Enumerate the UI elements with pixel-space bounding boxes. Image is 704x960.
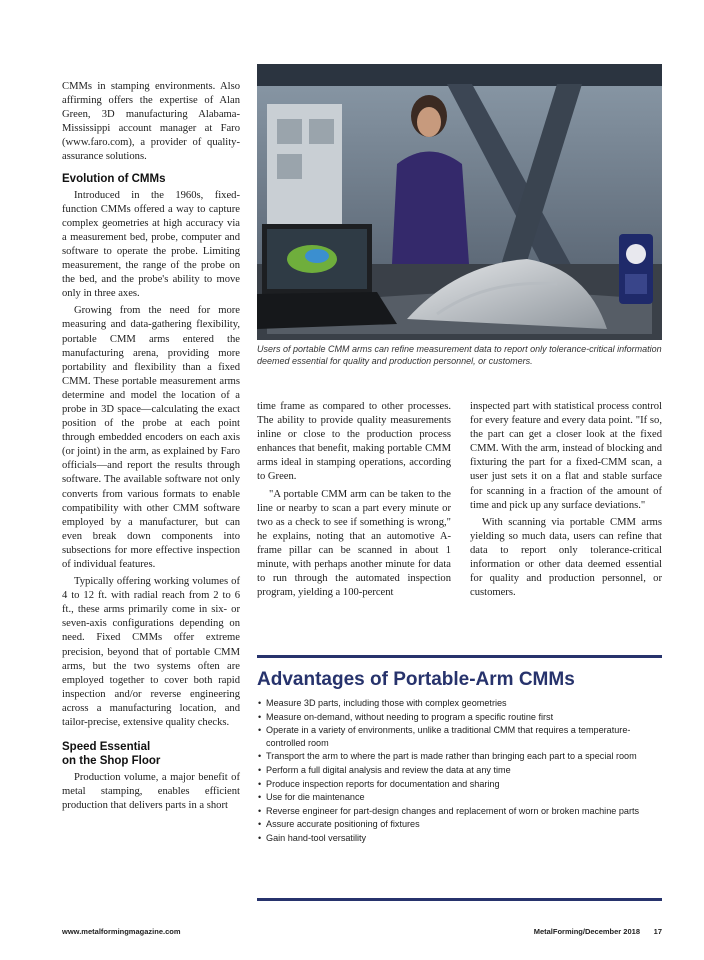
sidebar-top-rule — [257, 655, 662, 658]
body-paragraph: Introduced in the 1960s, fixed-function CMMs offered a way to capture complex geometries at high accuracy via a measurement bed, probe, computer and software to operate the probe. Limiting measurement, the range of the probe on the bed, and the probe's ability to move only in three axes. — [62, 189, 240, 300]
bullet-icon: • — [258, 805, 262, 816]
advantage-item — [257, 750, 662, 763]
advantage-item — [257, 711, 662, 724]
heading-line: Speed Essential — [62, 741, 151, 754]
advantage-text: Reverse engineer for part-design changes and replacement of worn or broken machine parts — [266, 805, 640, 816]
body-paragraph: Production volume, a major benefit of metal stamping, enables efficient production that delivers parts in a short — [62, 772, 240, 812]
advantage-item — [257, 724, 662, 749]
advantage-text: Gain hand-tool versatility — [266, 832, 367, 843]
right-column — [470, 400, 662, 603]
footer-magazine-issue: MetalForming/December 2018 — [533, 927, 640, 936]
intro-paragraph: CMMs in stamping environments. Also affirming offers the expertise of Alan Green, 3D manufacturing Alabama-Mississippi account manager at Faro (www.faro.com), a provider of quality-assurance solutions. — [62, 81, 240, 163]
advantage-text: Use for die maintenance — [266, 792, 365, 803]
left-column — [62, 80, 240, 816]
article-photo — [257, 64, 662, 340]
body-paragraph: inspected part with statistical process control for every feature and every data point. "If so, the part can get a closer look at the fixed CMM. With the arm, instead of blocking and fixturing the part for a fixed-CMM scan, a user just sets it on a flat and stable surface for scanning in a fraction of the amount of time and pick up any surface deviations." — [470, 401, 662, 511]
bullet-icon: • — [258, 711, 262, 722]
heading-line: on the Shop Floor — [62, 755, 161, 768]
advantage-item — [257, 805, 662, 818]
page-number: 17 — [653, 927, 662, 936]
advantage-text: Perform a full digital analysis and review the data at any time — [266, 764, 511, 775]
bullet-icon: • — [258, 698, 262, 708]
advantages-list — [257, 697, 662, 846]
photo-caption: Users of portable CMM arms can refine measurement data to report only tolerance-critical information deemed essential for quality and production personnel, or customers. — [257, 344, 662, 366]
advantage-text: Transport the arm to where the part is made rather than bringing each part to a special room — [266, 751, 637, 762]
body-paragraph: With scanning via portable CMM arms yielding so much data, users can refine that data to report only tolerance-critical information or other data deemed essential for quality and production personnel, or customers. — [470, 516, 662, 599]
advantage-text: Produce inspection reports for documentation and sharing — [266, 778, 500, 789]
bullet-icon: • — [258, 778, 262, 789]
advantage-item — [257, 818, 662, 831]
body-paragraph: Growing from the need for more measuring and data-gathering flexibility, portable CMM arms entered the manufacturing arena, providing more portability and flexibility than a fixed CMM. These portable measurement arms determine and model the location of a probe in 3D space—calculating the exact position of the probe at each point through embedded encoders on each axis (or joint) in the arm, as explained by Faro officials—and report the results through software. The available software not only converts from various formats to enable compatibility with other CMM software employed by a manufacturer, but can even break down components into subsections for more effective inspection of individual features. — [62, 305, 240, 570]
section-heading-evolution: Evolution of CMMs — [62, 172, 166, 185]
photo-illustration — [257, 64, 662, 340]
bullet-icon: • — [258, 751, 262, 762]
bullet-icon: • — [258, 725, 262, 736]
footer-url: www.metalformingmagazine.com — [62, 927, 181, 936]
bullet-icon: • — [258, 792, 262, 803]
advantage-item — [257, 791, 662, 804]
sidebar-title: Advantages of Portable-Arm CMMs — [257, 669, 575, 690]
advantage-item — [257, 778, 662, 791]
body-paragraph: "A portable CMM arm can be taken to the line or nearby to scan a part every minute or two as a check to see if something is wrong," he explains, noting that an automotive A-frame pillar can be scanned in about 1 minute, with perhaps another minute for data to run through the automated inspection program, yielding a 100-percent — [257, 488, 451, 599]
advantage-item — [257, 697, 662, 710]
body-paragraph: time frame as compared to other processes. The ability to provide quality measurements inline or close to the production process enhances that benefit, making portable CMM arms ideal in stamping operations, according to Green. — [257, 401, 451, 483]
page-footer — [62, 927, 662, 941]
body-paragraph: Typically offering working volumes of 4 to 12 ft. with radial reach from 2 to 6 ft., these arms primarily come in six- or seven-axis configurations depending on need. Fixed CMMs offer extreme precision, beyond that of portable CMM arms, but the two systems often are employed together to cover both rapid inspection and/or reverse engineering across a manufacturing location, and tailor-precise, extensive quality checks. — [62, 576, 240, 729]
advantages-sidebar — [257, 655, 662, 901]
advantage-text: Measure 3D parts, including those with complex geometries — [266, 698, 507, 708]
advantage-item — [257, 764, 662, 777]
bullet-icon: • — [258, 832, 262, 843]
advantage-text: Measure on-demand, without needing to program a specific routine first — [266, 711, 554, 722]
advantage-text: Assure accurate positioning of fixtures — [266, 819, 420, 830]
sidebar-bottom-rule — [257, 898, 662, 901]
bullet-icon: • — [258, 764, 262, 775]
section-heading-speed — [62, 740, 240, 768]
bullet-icon: • — [258, 819, 262, 830]
middle-column — [257, 400, 451, 603]
advantage-text: Operate in a variety of environments, unlike a traditional CMM that requires a temperature-controlled room — [266, 725, 631, 748]
advantage-item — [257, 832, 662, 845]
